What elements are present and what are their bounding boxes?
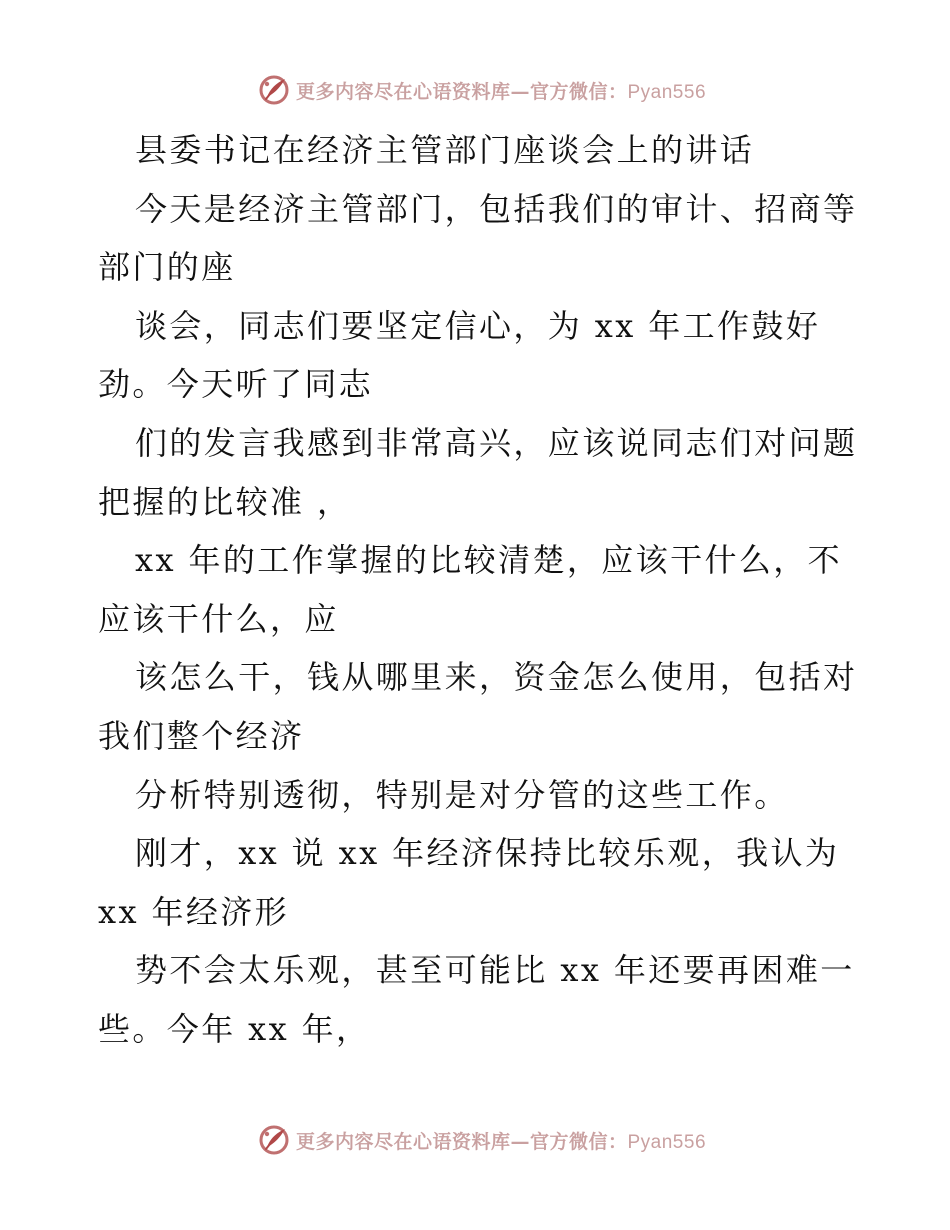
header-banner-text <box>296 77 706 104</box>
footer-banner-content <box>258 1124 706 1156</box>
quill-pen-logo-icon <box>258 74 290 106</box>
footer-banner-label: 更多内容尽在心语资料库—官方微信： <box>295 1130 628 1153</box>
paragraph-line: 劲。今天听了同志 <box>98 365 374 404</box>
paragraph-line: 分析特别透彻，特别是对分管的这些工作。 <box>135 775 789 814</box>
document-title: 县委书记在经济主管部门座谈会上的讲话 <box>135 131 755 169</box>
header-banner-content <box>258 74 706 106</box>
paragraph-line: 我们整个经济 <box>98 716 305 755</box>
paragraph-line: 今天是经济主管部门，包括我们的审计、招商等 <box>135 189 858 228</box>
paragraph-line: 势不会太乐观，甚至可能比 xx 年还要再困难一 <box>135 951 855 990</box>
document-body <box>98 121 858 1059</box>
header-banner-label: 更多内容尽在心语资料库—官方微信： <box>295 80 628 103</box>
footer-wechat-id: Pyan556 <box>627 1131 707 1153</box>
paragraph-line: 们的发言我感到非常高兴，应该说同志们对问题 <box>135 423 858 462</box>
paragraph-line: 把握的比较准 ， <box>98 482 352 521</box>
paragraph-line: 刚才，xx 说 xx 年经济保持比较乐观，我认为 <box>135 834 840 873</box>
footer-banner-text <box>296 1127 706 1154</box>
header-banner <box>0 70 950 110</box>
header-wechat-id: Pyan556 <box>627 81 707 103</box>
paragraph-line: xx 年的工作掌握的比较清楚，应该干什么，不 <box>135 541 843 580</box>
paragraph-line: 应该干什么，应 <box>98 599 339 638</box>
paragraph-line: 谈会，同志们要坚定信心，为 xx 年工作鼓好 <box>135 306 821 345</box>
paragraph-line: 部门的座 <box>98 248 236 287</box>
quill-pen-logo-icon <box>258 1124 290 1156</box>
paragraph-line: 些。今年 xx 年， <box>98 1009 371 1048</box>
footer-banner <box>0 1120 950 1160</box>
paragraph-line: 该怎么干，钱从哪里来，资金怎么使用，包括对 <box>135 658 858 697</box>
paragraph-line: xx 年经济形 <box>98 892 290 931</box>
